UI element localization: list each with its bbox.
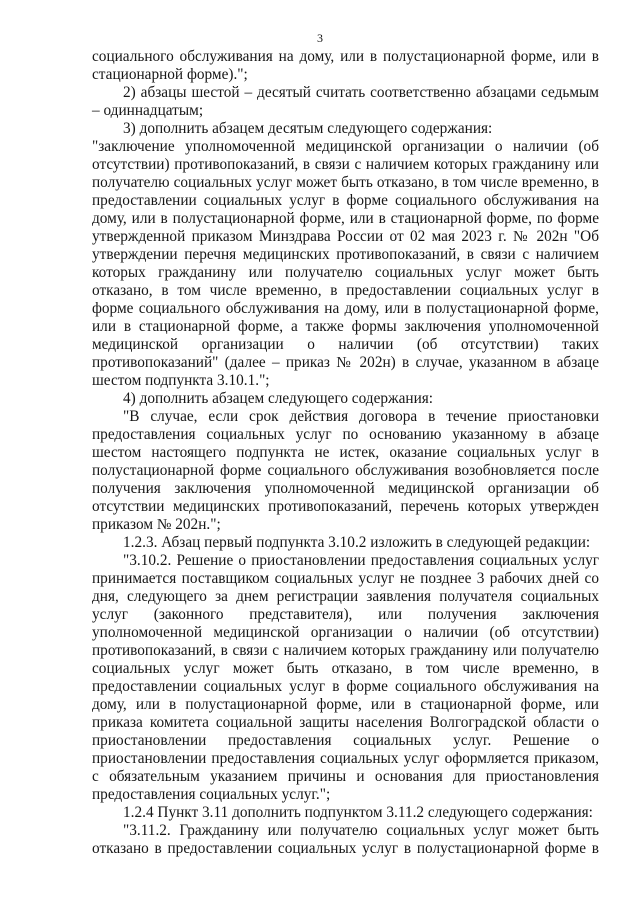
paragraph-1-2-4: 1.2.4 Пункт 3.11 дополнить подпунктом 3.11.2 следующего содержания: [123, 804, 593, 821]
page-number: 3 [317, 31, 323, 45]
paragraph-quote-conclusion: "заключение уполномоченной медицинской организации о наличии (об отсутствии) противопоказаний, в связи с наличием которых гражданину или получателю социальных услуг может быть отказано, в том числе временно, в предоставлении социальных услуг в форме социального обслуживания на дому, или в полустационарной форме, или в стационарной форме, по форме утвержденной приказом Минздрава России от 02 мая 2023 г. № 202н "Об утверждении перечня медицинских противопоказаний, в связи с наличием которых гражданину или получателю социальных услуг может быть отказано, в том числе временно, в предоставлении социальных услуг в форме социального обслуживания на дому, или в полустационарной форме, или в стационарной форме, а также формы заключения уполномоченной медицинской организации о наличии (об отсутствии) таких противопоказаний" (далее – приказ № 202н) в случае, указанном в абзаце шестом подпункта 3.10.1."; [92, 138, 599, 389]
paragraph-continuation: социального обслуживания на дому, или в полустационарной форме, или в стационарной форме)."; [92, 48, 599, 83]
document-body [92, 48, 599, 858]
paragraph-quote-3-11-2: "3.11.2. Гражданину или получателю социальных услуг может быть отказано в предоставлении социальных услуг в полустационарной форме в [92, 822, 599, 857]
paragraph-quote-3-10-2: "3.10.2. Решение о приостановлении предоставления социальных услуг принимается поставщиком социальных услуг не позднее 3 рабочих дней со дня, следующего за днем регистрации заявления получателя социальных услуг (законного представителя), или получения заключения уполномоченной медицинской организации о наличии (об отсутствии) противопоказаний, в связи с наличием которых гражданину или получателю социальных услуг может быть отказано, в том числе временно, в предоставлении социальных услуг в форме социального обслуживания на дому, или в полустационарной форме, или в стационарной форме, или приказа комитета социальной защиты населения Волгоградской области о приостановлении предоставления социальных услуг. Решение о приостановлении предоставления социальных услуг оформляется приказом, с обязательным указанием причины и основания для приостановления предоставления социальных услуг."; [92, 552, 599, 803]
paragraph-quote-suspension: "В случае, если срок действия договора в течение приостановки предоставления социальных услуг по основанию указанному в абзаце шестом настоящего подпункта не истек, оказание социальных услуг в полустационарной форме социального обслуживания возобновляется после получения заключения уполномоченной медицинской организации об отсутствии медицинских противопоказаний, перечень которых утвержден приказом № 202н."; [92, 408, 599, 533]
paragraph-item-4: 4) дополнить абзацем следующего содержания: [123, 390, 434, 407]
paragraph-item-2: 2) абзацы шестой – десятый считать соответственно абзацами седьмым – одиннадцатым; [92, 84, 599, 119]
paragraph-1-2-3: 1.2.3. Абзац первый подпункта 3.10.2 изложить в следующей редакции: [123, 534, 591, 551]
paragraph-item-3: 3) дополнить абзацем десятым следующего содержания: [123, 120, 493, 137]
